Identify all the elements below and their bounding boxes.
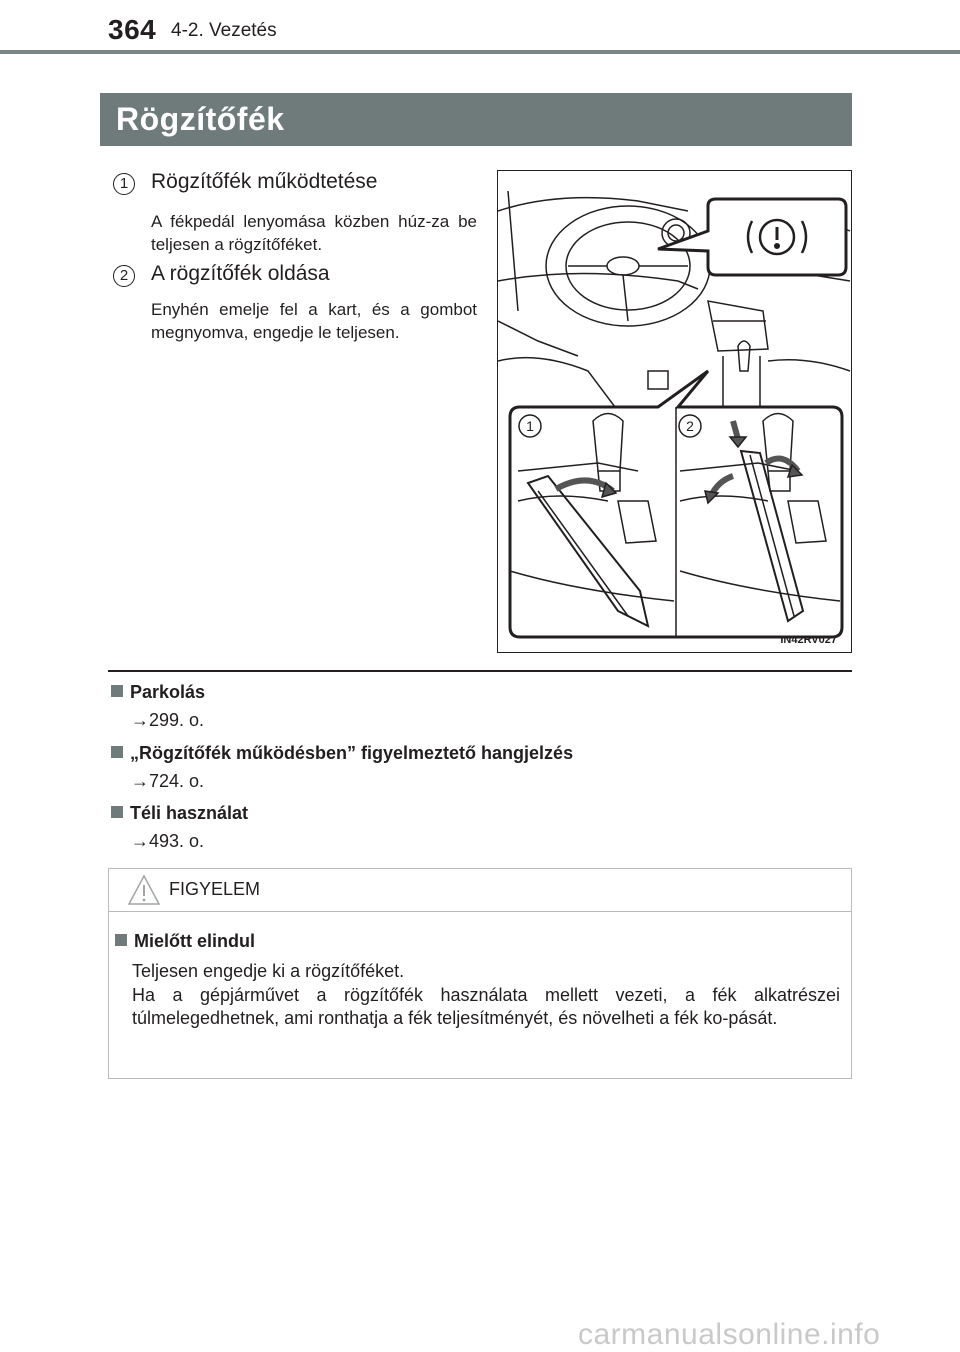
step-title: A rögzítőfék oldása: [151, 262, 330, 285]
page-reference-link[interactable]: →493. o.: [131, 831, 205, 851]
bullet-square-icon: [111, 746, 123, 758]
page-reference-link[interactable]: →299. o.: [131, 710, 205, 730]
section-divider: [108, 670, 852, 672]
section-title: 4-2. Vezetés: [171, 20, 277, 41]
warning-line: Ha a gépjárművet a rögzítőfék használata mellett vezeti, a fék alkatrészei túlmelegedhetnek, ami ronthatja a fék teljesítményét, és növelheti a fék ko-pását.: [132, 984, 840, 1028]
bullet-square-icon: [111, 685, 123, 697]
warning-box: [108, 868, 852, 1079]
warning-subheading: Mielőtt elindul: [115, 931, 255, 952]
header-divider: [0, 50, 960, 54]
page-number: 364: [108, 14, 157, 45]
page-reference-link[interactable]: →724. o.: [131, 771, 205, 791]
page-title: Rögzítőfék: [100, 93, 852, 146]
panel-1-label: 1: [526, 418, 534, 434]
bullet-square-icon: [115, 934, 127, 946]
warning-line: Teljesen engedje ki a rögzítőféket.: [132, 961, 405, 981]
reference-heading: „Rögzítőfék működésben” figyelmeztető hangjelzés: [111, 743, 573, 764]
reference-heading: Téli használat: [111, 803, 248, 824]
warning-triangle-icon: [127, 873, 161, 907]
step-description: Enyhén emelje fel a kart, és a gombot megnyomva, engedje le teljesen.: [151, 300, 477, 342]
watermark: carmanualsonline.info: [578, 1318, 881, 1351]
warning-divider: [109, 911, 851, 912]
step-number: 2: [113, 265, 135, 287]
panel-2-label: 2: [686, 418, 694, 434]
reference-heading: Parkolás: [111, 682, 205, 703]
warning-text: [132, 960, 840, 1031]
parking-brake-illustration: [497, 170, 852, 653]
step-number: 1: [113, 173, 135, 195]
bullet-square-icon: [111, 806, 123, 818]
step-title: Rögzítőfék működtetése: [151, 170, 378, 193]
warning-label: FIGYELEM: [169, 879, 261, 899]
step-description: A fékpedál lenyomása közben húz-za be teljesen a rögzítőféket.: [151, 212, 477, 254]
figure-code: IN42RV027: [780, 634, 837, 646]
car-interior-drawing: [498, 171, 851, 652]
